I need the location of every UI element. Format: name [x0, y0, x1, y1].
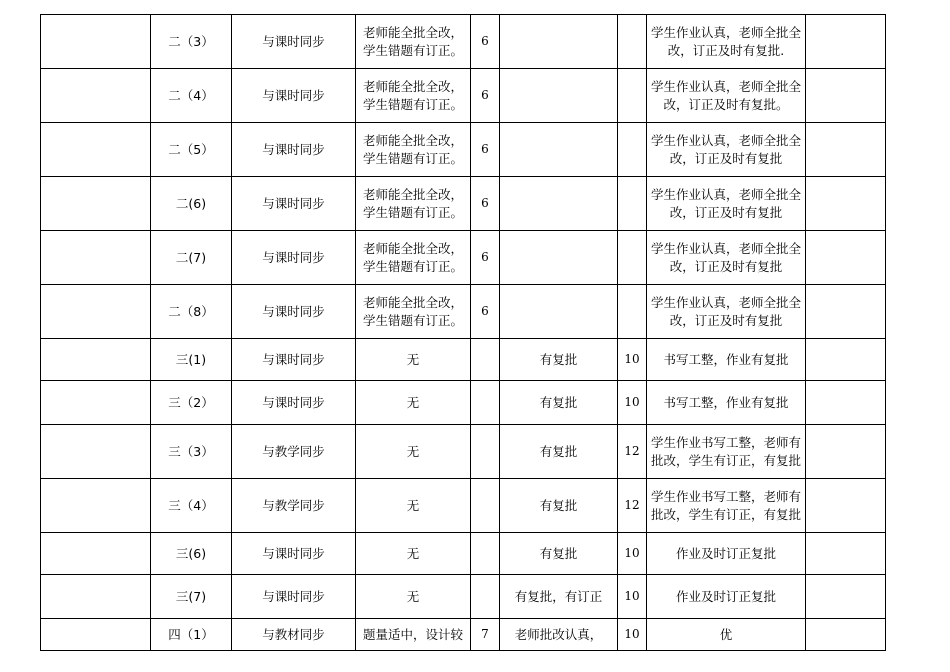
progress-cell: 与课时同步 — [232, 177, 356, 231]
blank-cell — [41, 425, 151, 479]
blank-cell — [41, 619, 151, 651]
review-score-cell — [471, 339, 500, 381]
class-cell: 三（4） — [151, 479, 232, 533]
remark-cell — [806, 339, 886, 381]
check-score-cell — [618, 285, 647, 339]
table-row — [41, 15, 886, 69]
review-score-cell — [471, 533, 500, 575]
review-score-cell — [471, 425, 500, 479]
table-row — [41, 339, 886, 381]
review-cell: 无 — [356, 425, 471, 479]
remark-cell — [806, 285, 886, 339]
check-score-cell — [618, 231, 647, 285]
check-cell: 老师批改认真， — [500, 619, 618, 651]
review-score-cell: 6 — [471, 123, 500, 177]
comment-cell: 学生作业认真，老师全批全改，订正及时有复批. — [647, 15, 806, 69]
table-row — [41, 123, 886, 177]
check-cell: 有复批 — [500, 533, 618, 575]
table-row — [41, 533, 886, 575]
class-cell: 三（2） — [151, 381, 232, 425]
progress-cell: 与课时同步 — [232, 381, 356, 425]
progress-cell: 与课时同步 — [232, 69, 356, 123]
review-cell: 无 — [356, 339, 471, 381]
check-cell: 有复批 — [500, 339, 618, 381]
blank-cell — [41, 479, 151, 533]
check-cell: 有复批 — [500, 479, 618, 533]
check-cell: 有复批 — [500, 425, 618, 479]
comment-cell: 学生作业认真，老师全批全改，订正及时有复批。 — [647, 69, 806, 123]
class-cell: 三(7) — [151, 575, 232, 619]
check-cell: 有复批 — [500, 381, 618, 425]
table-row — [41, 177, 886, 231]
progress-cell: 与教材同步 — [232, 619, 356, 651]
table-row — [41, 575, 886, 619]
table-row — [41, 381, 886, 425]
table-row — [41, 425, 886, 479]
review-cell: 老师能全批全改，学生错题有订正。 — [356, 15, 471, 69]
class-cell: 二（3） — [151, 15, 232, 69]
check-cell — [500, 285, 618, 339]
review-cell: 无 — [356, 575, 471, 619]
review-score-cell — [471, 575, 500, 619]
review-cell: 老师能全批全改，学生错题有订正。 — [356, 123, 471, 177]
review-score-cell: 6 — [471, 177, 500, 231]
progress-cell: 与课时同步 — [232, 15, 356, 69]
check-score-cell — [618, 177, 647, 231]
review-cell: 老师能全批全改，学生错题有订正。 — [356, 285, 471, 339]
class-cell: 三(1) — [151, 339, 232, 381]
class-cell: 三(6) — [151, 533, 232, 575]
comment-cell: 学生作业书写工整，老师有批改，学生有订正，有复批 — [647, 479, 806, 533]
class-cell: 二(6) — [151, 177, 232, 231]
class-cell: 四（1） — [151, 619, 232, 651]
remark-cell — [806, 381, 886, 425]
blank-cell — [41, 69, 151, 123]
class-cell: 三（3） — [151, 425, 232, 479]
blank-cell — [41, 15, 151, 69]
blank-cell — [41, 533, 151, 575]
blank-cell — [41, 339, 151, 381]
check-score-cell — [618, 69, 647, 123]
blank-cell — [41, 381, 151, 425]
remark-cell — [806, 69, 886, 123]
progress-cell: 与课时同步 — [232, 231, 356, 285]
remark-cell — [806, 123, 886, 177]
table-row — [41, 619, 886, 651]
check-score-cell: 10 — [618, 619, 647, 651]
check-score-cell: 12 — [618, 425, 647, 479]
check-score-cell — [618, 15, 647, 69]
check-cell — [500, 123, 618, 177]
review-score-cell: 6 — [471, 231, 500, 285]
progress-cell: 与课时同步 — [232, 339, 356, 381]
homework-check-table — [40, 14, 886, 651]
remark-cell — [806, 15, 886, 69]
class-cell: 二(7) — [151, 231, 232, 285]
blank-cell — [41, 231, 151, 285]
check-score-cell: 12 — [618, 479, 647, 533]
check-score-cell: 10 — [618, 381, 647, 425]
review-score-cell: 7 — [471, 619, 500, 651]
comment-cell: 学生作业认真，老师全批全改，订正及时有复批 — [647, 231, 806, 285]
table-row — [41, 479, 886, 533]
review-score-cell — [471, 381, 500, 425]
class-cell: 二（4） — [151, 69, 232, 123]
progress-cell: 与课时同步 — [232, 533, 356, 575]
comment-cell: 学生作业认真，老师全批全改，订正及时有复批 — [647, 177, 806, 231]
remark-cell — [806, 533, 886, 575]
blank-cell — [41, 575, 151, 619]
check-score-cell: 10 — [618, 575, 647, 619]
review-score-cell: 6 — [471, 69, 500, 123]
comment-cell: 优 — [647, 619, 806, 651]
class-cell: 二（5） — [151, 123, 232, 177]
comment-cell: 书写工整，作业有复批 — [647, 339, 806, 381]
review-cell: 无 — [356, 381, 471, 425]
check-cell — [500, 231, 618, 285]
progress-cell: 与教学同步 — [232, 479, 356, 533]
class-cell: 二（8） — [151, 285, 232, 339]
progress-cell: 与课时同步 — [232, 285, 356, 339]
comment-cell: 作业及时订正复批 — [647, 575, 806, 619]
remark-cell — [806, 177, 886, 231]
review-cell: 题量适中，设计较 — [356, 619, 471, 651]
check-score-cell: 10 — [618, 533, 647, 575]
remark-cell — [806, 619, 886, 651]
table-row — [41, 69, 886, 123]
table-row — [41, 231, 886, 285]
check-score-cell — [618, 123, 647, 177]
check-score-cell: 10 — [618, 339, 647, 381]
comment-cell: 作业及时订正复批 — [647, 533, 806, 575]
blank-cell — [41, 177, 151, 231]
comment-cell: 学生作业书写工整，老师有批改，学生有订正，有复批 — [647, 425, 806, 479]
review-cell: 无 — [356, 533, 471, 575]
check-cell — [500, 177, 618, 231]
review-cell: 老师能全批全改，学生错题有订正。 — [356, 69, 471, 123]
progress-cell: 与课时同步 — [232, 575, 356, 619]
comment-cell: 学生作业认真，老师全批全改，订正及时有复批 — [647, 285, 806, 339]
review-score-cell: 6 — [471, 285, 500, 339]
progress-cell: 与课时同步 — [232, 123, 356, 177]
review-cell: 老师能全批全改，学生错题有订正。 — [356, 231, 471, 285]
remark-cell — [806, 479, 886, 533]
remark-cell — [806, 231, 886, 285]
check-cell — [500, 15, 618, 69]
review-score-cell: 6 — [471, 15, 500, 69]
blank-cell — [41, 123, 151, 177]
check-cell — [500, 69, 618, 123]
blank-cell — [41, 285, 151, 339]
review-cell: 无 — [356, 479, 471, 533]
review-cell: 老师能全批全改，学生错题有订正。 — [356, 177, 471, 231]
comment-cell: 书写工整，作业有复批 — [647, 381, 806, 425]
review-score-cell — [471, 479, 500, 533]
remark-cell — [806, 575, 886, 619]
comment-cell: 学生作业认真，老师全批全改，订正及时有复批 — [647, 123, 806, 177]
progress-cell: 与教学同步 — [232, 425, 356, 479]
remark-cell — [806, 425, 886, 479]
table-row — [41, 285, 886, 339]
check-cell: 有复批，有订正 — [500, 575, 618, 619]
